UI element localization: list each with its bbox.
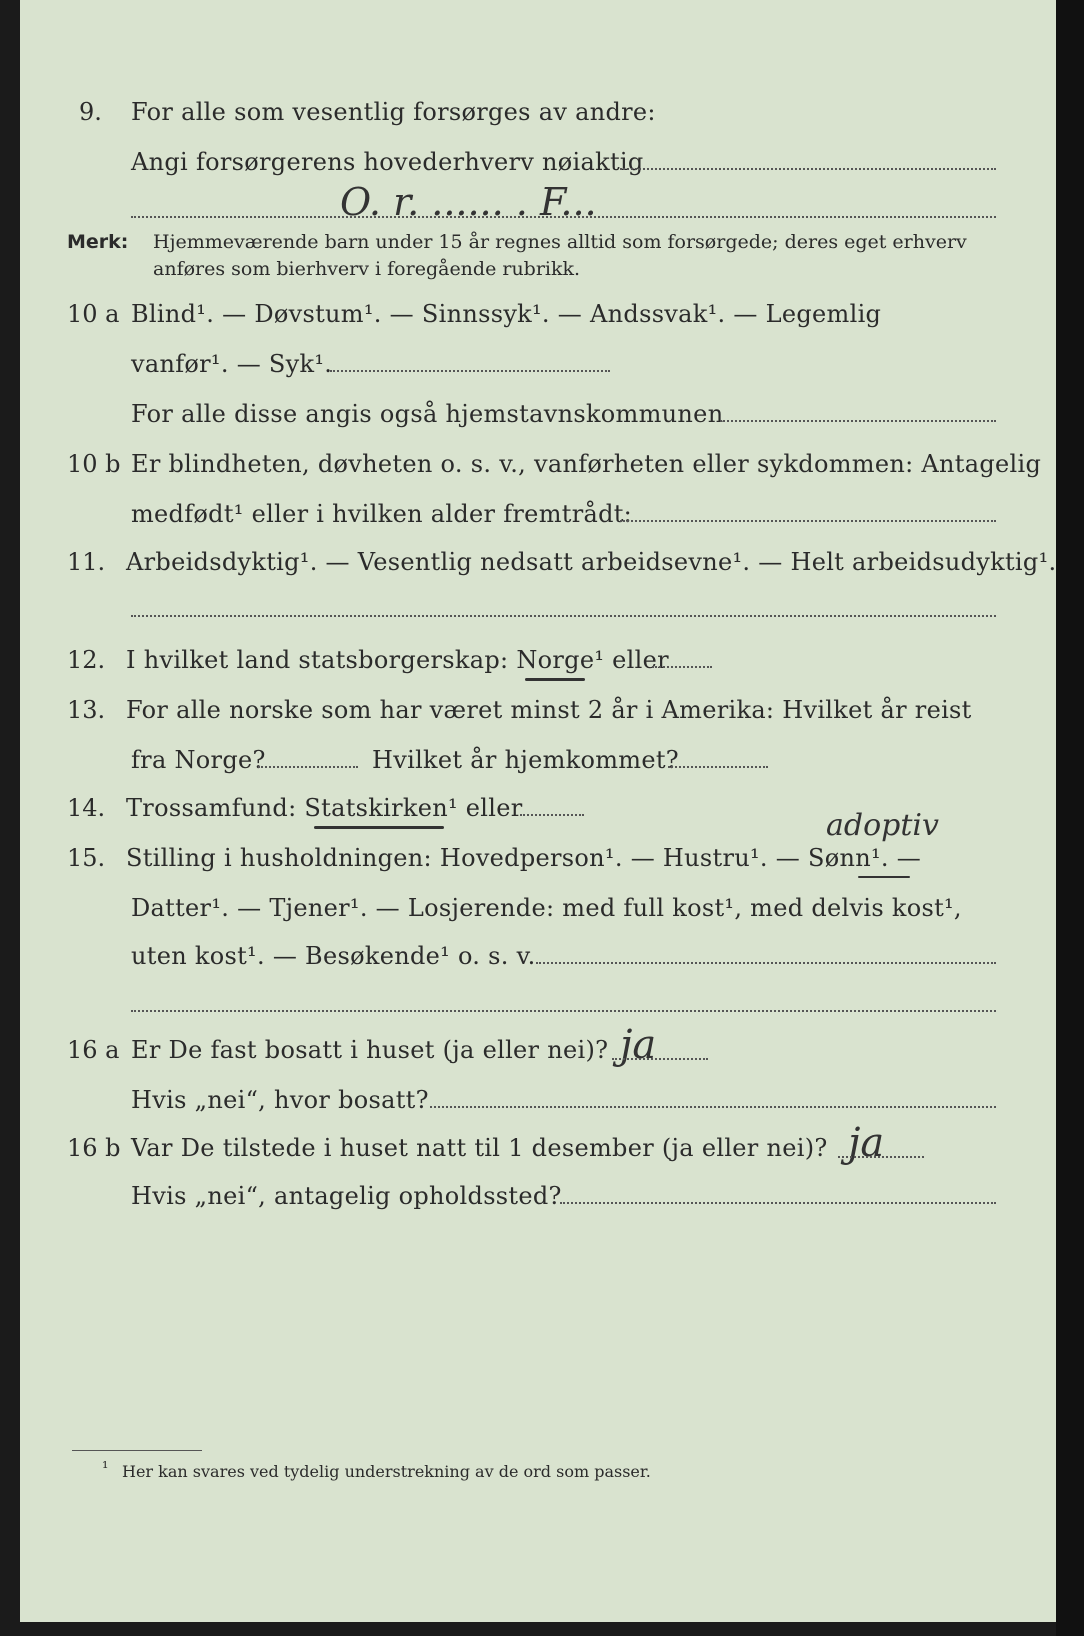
q10a-line2: vanfør¹. — Syk¹. [131, 350, 333, 378]
statskirken-underline [314, 826, 444, 829]
merk-text-2: anføres som bierhverv i foregående rubrikk. [153, 258, 581, 280]
norge-underline [525, 678, 585, 681]
q16b-dotted-line-2 [560, 1202, 996, 1204]
q16a-line1: Er De fast bosatt i huset (ja eller nei)? [131, 1036, 609, 1064]
q13-number: 13. [67, 696, 106, 724]
q14-line1: Trossamfund: Statskirken¹ eller [126, 794, 523, 822]
merk-label: Merk: [67, 231, 129, 253]
q10a-line3: For alle disse angis også hjemstavnskommunen [131, 400, 724, 428]
q16b-dotted-line-1 [838, 1156, 924, 1158]
q10a-dotted-line-2 [720, 420, 996, 422]
q14-dotted-line [520, 814, 584, 816]
q13-dotted-line-2 [668, 766, 768, 768]
q12-dotted-line [652, 666, 712, 668]
q13-line2b: Hvilket år hjemkommet? [372, 746, 679, 774]
q10a-line1: Blind¹. — Døvstum¹. — Sinnssyk¹. — Andssvak¹. — Legemlig [131, 300, 882, 328]
q15-line2: Datter¹. — Tjener¹. — Losjerende: med full kost¹, med delvis kost¹, [131, 894, 962, 922]
q13-dotted-line-1 [258, 766, 358, 768]
q10b-number: 10 b [67, 450, 121, 478]
q16a-dotted-line-1 [612, 1058, 708, 1060]
q9-answer-line [131, 216, 996, 218]
footnote-text: Her kan svares ved tydelig understrekning av de ord som passer. [122, 1462, 651, 1481]
q13-line1: For alle norske som har været minst 2 år i Amerika: Hvilket år reist [126, 696, 972, 724]
footnote-mark: ¹ [102, 1458, 109, 1477]
q13-line2a: fra Norge? [131, 746, 266, 774]
q11-number: 11. [67, 548, 106, 576]
q15-number: 15. [67, 844, 106, 872]
q10b-line1: Er blindheten, døvheten o. s. v., vanførheten eller sykdommen: Antagelig [131, 450, 1042, 478]
q16b-number: 16 b [67, 1134, 121, 1162]
scan-border [1056, 0, 1084, 1636]
q15-line1: Stilling i husholdningen: Hovedperson¹. — Hustru¹. — Sønn¹. — [126, 844, 922, 872]
q10a-dotted-line-1 [330, 370, 610, 372]
q15-line3: uten kost¹. — Besøkende¹ o. s. v. [131, 942, 536, 970]
q16b-line2: Hvis „nei“, antagelig opholdssted? [131, 1182, 562, 1210]
q9-line2: Angi forsørgerens hovederhverv nøiaktig [131, 148, 644, 176]
q14-number: 14. [67, 794, 106, 822]
footnote-rule [72, 1450, 202, 1451]
q16a-number: 16 a [67, 1036, 120, 1064]
q9-handwritten-answer: O. r. ...... . F... [340, 180, 597, 224]
q16a-line2: Hvis „nei“, hvor bosatt? [131, 1086, 429, 1114]
q16b-line1: Var De tilstede i huset natt til 1 desember (ja eller nei)? [131, 1134, 828, 1162]
q11-line1: Arbeidsdyktig¹. — Vesentlig nedsatt arbeidsevne¹. — Helt arbeidsudyktig¹. [126, 548, 1057, 576]
q12-number: 12. [67, 646, 106, 674]
q16a-handwritten-answer: ja [620, 1022, 657, 1068]
q10a-number: 10 a [67, 300, 120, 328]
q11-dotted-line [131, 615, 996, 617]
q9-number: 9. [79, 98, 102, 126]
q16a-dotted-line-2 [430, 1106, 996, 1108]
sonn-underline [858, 876, 910, 878]
q12-line1: I hvilket land statsborgerskap: Norge¹ eller [126, 646, 669, 674]
q9-line1: For alle som vesentlig forsørges av andre: [131, 98, 656, 126]
q15-dotted-line-1 [536, 962, 996, 964]
q10b-line2: medfødt¹ eller i hvilken alder fremtrådt: [131, 500, 633, 528]
q10b-dotted-line [620, 520, 996, 522]
census-form-page [20, 0, 1058, 1622]
merk-text-1: Hjemmeværende barn under 15 år regnes alltid som forsørgede; deres eget erhverv [153, 231, 967, 253]
q15-dotted-line-2 [131, 1010, 996, 1012]
q16b-handwritten-answer: ja [848, 1120, 885, 1166]
q9-dotted-line [620, 168, 996, 170]
q15-handwritten-annotation: adoptiv [826, 808, 939, 843]
